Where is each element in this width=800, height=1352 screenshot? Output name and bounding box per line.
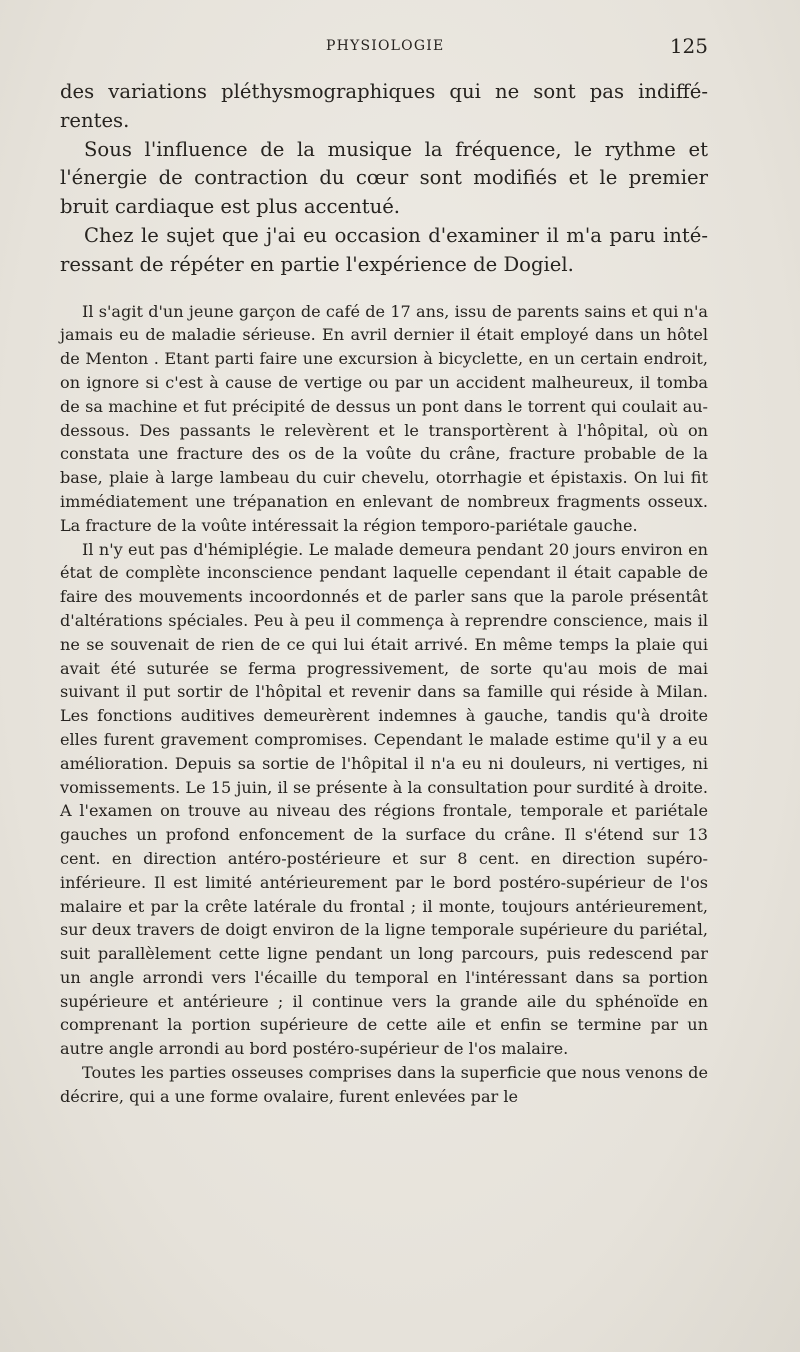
paragraph-dogiel-experiment: Chez le sujet que j'ai eu occasion d'examiner il m'a paru intéressant de répéter en partie l'expérience de Dogiel. <box>60 223 708 276</box>
paragraph-patient-history: Il s'agit d'un jeune garçon de café de 17 ans, issu de parents sains et qui n'a jamais eu de maladie sérieuse. En avril dernier il était employé dans un hôtel de Menton . Etant parti faire une excursion à bicyclette, en un certain endroit, on ignore si c'est à cause de vertige ou par un accident malheureux, il tomba de sa machine et fut précipité de dessus un pont dans le torrent qui coulait au-dessous. Des passants le relevèrent et le transportèrent à l'hôpital, où on constata une fracture des os de la voûte du crâne, fracture probable de la base, plaie à large lambeau du cuir chevelu, otorrhagie et épistaxis. On lui fit immédiatement une trépanation en enlevant de nombreux fragments osseux. La fracture de la voûte intéressait la région temporo-pariétale gauche. <box>60 301 708 535</box>
case-report-block <box>60 300 708 1109</box>
running-title: PHYSIOLOGIE <box>326 38 445 54</box>
body-text <box>60 78 708 1109</box>
main-text-block <box>60 78 708 280</box>
paragraph-continuation: des variations pléthysmographiques qui ne sont pas indifférentes. <box>60 80 708 132</box>
paragraph-bone-removal: Toutes les parties osseuses comprises dans la superficie que nous venons de décrire, qui a une forme ovalaire, furent enlevées par le <box>60 1063 708 1106</box>
paragraph-music-influence: Sous l'influence de la musique la fréquence, le rythme et l'énergie de contraction du cœur sont modifiés et le premier bruit cardiaque est plus accentué. <box>60 137 708 219</box>
page-number: 125 <box>669 34 708 58</box>
paragraph-patient-examination: Il n'y eut pas d'hémiplégie. Le malade demeura pendant 20 jours environ en état de complète inconscience pendant laquelle cependant il était capable de faire des mouvements incoordonnés et de parler sans que la parole présentât d'altérations spéciales. Peu à peu il commença à reprendre conscience, mais il ne se souvenait de rien de ce qui lui était arrivé. En même temps la plaie qui avait été suturée se ferma progressivement, de sorte qu'au mois de mai suivant il put sortir de l'hôpital et revenir dans sa famille qui réside à Milan. Les fonctions auditives demeurèrent indemnes à gauche, tandis qu'à droite elles furent gravement compromises. Cependant le malade estime qu'il y a eu amélioration. Depuis sa sortie de l'hôpital il n'a eu ni douleurs, ni vertiges, ni vomissements. Le 15 juin, il se présente à la consultation pour surdité à droite. A l'examen on trouve au niveau des régions frontale, temporale et pariétale gauches un profond enfoncement de la surface du crâne. Il s'étend sur 13 cent. en direction antéro-postérieure et sur 8 cent. en direction supéro-inférieure. Il est limité antérieurement par le bord postéro-supérieur de l'os malaire et par la crête latérale du frontal ; il monte, toujours antérieurement, sur deux travers de doigt environ de la ligne temporale supérieure du pariétal, suit parallèlement cette ligne pendant un long parcours, puis redescend par un angle arrondi vers l'écaille du temporal en l'intéressant dans sa portion supérieure et antérieure ; il continue vers la grande aile du sphénoïde en comprenant la portion supérieure de cette aile et enfin se termine par un autre angle arrondi au bord postéro-supérieur de l'os malaire. <box>60 539 708 1059</box>
running-head <box>0 34 800 58</box>
